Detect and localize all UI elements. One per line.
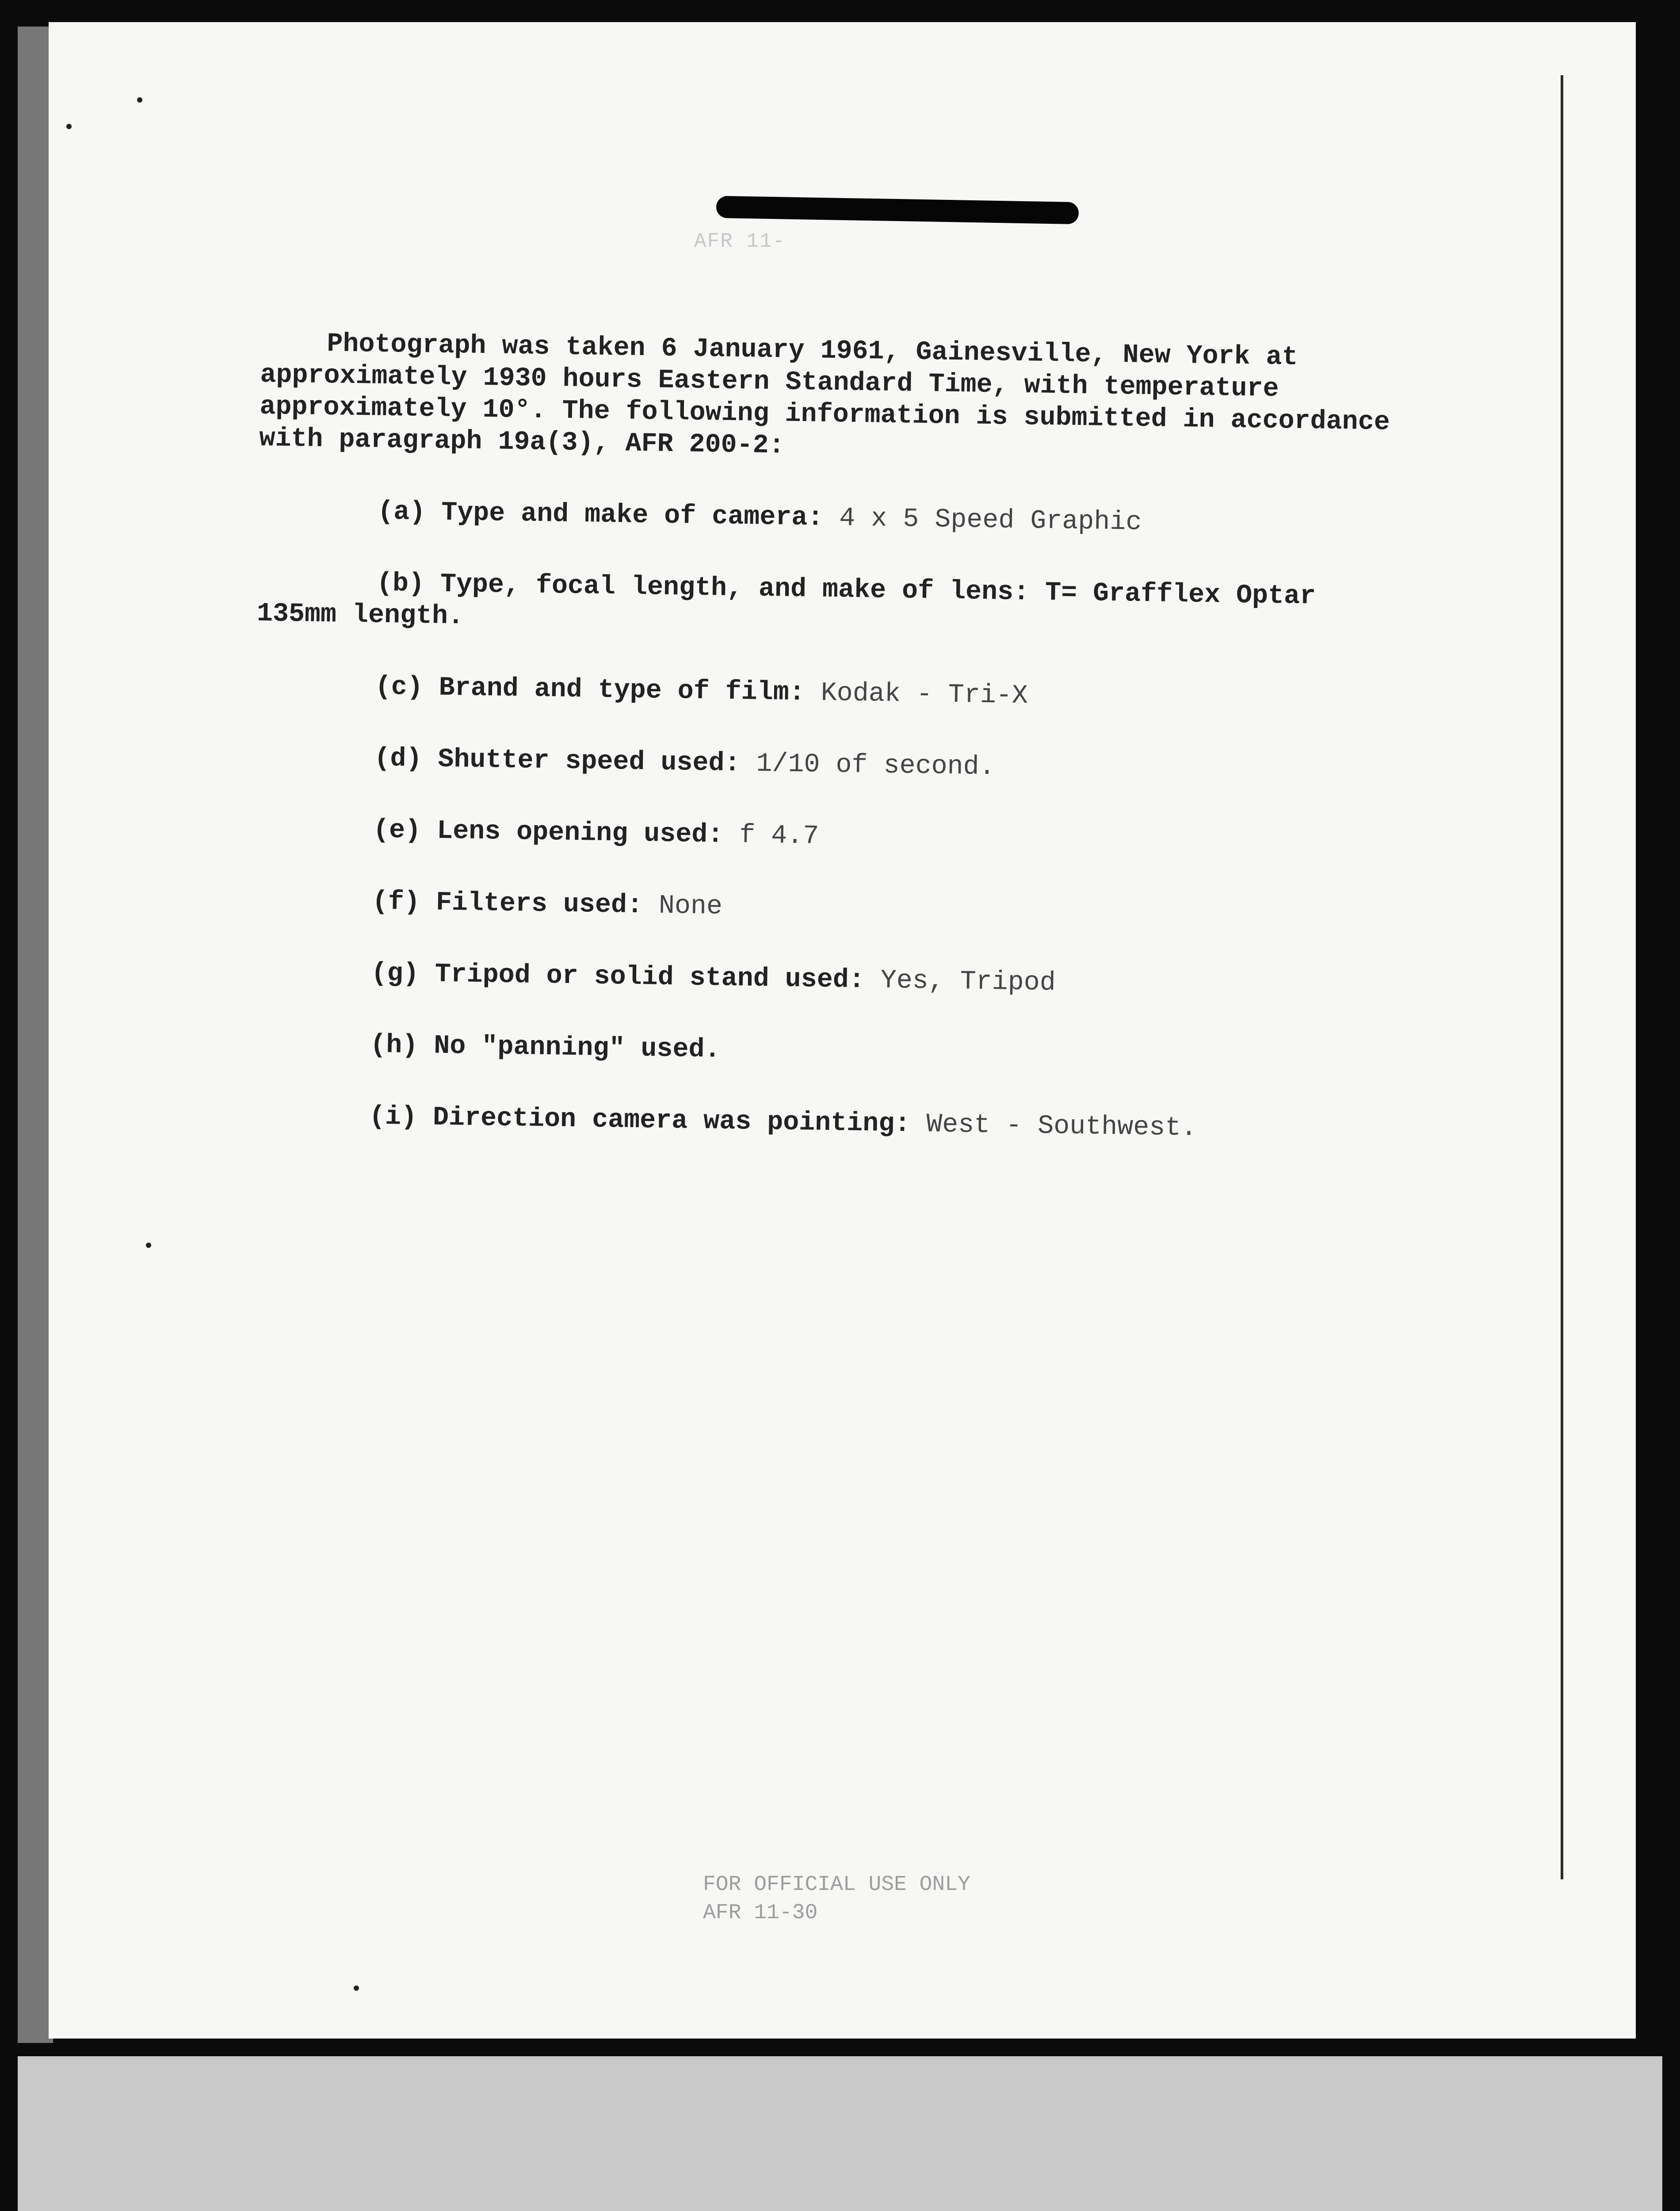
item-label: Type, focal length, and make of lens: (440, 569, 1030, 608)
item-label: No "panning" used. (433, 1031, 721, 1065)
bottom-stamp-line2: AFR 11-30 (703, 1901, 818, 1925)
scan-lower-band (18, 2056, 1662, 2211)
scan-left-strip (18, 27, 53, 2043)
page-right-edge-line (1561, 75, 1563, 1879)
item-f (372, 886, 1402, 933)
item-marker: (a) (377, 497, 426, 528)
item-value: Yes, Tripod (880, 965, 1056, 998)
item-a (378, 496, 1408, 543)
item-value: None (658, 891, 723, 922)
dust-speck (146, 1243, 151, 1248)
item-marker: (c) (375, 672, 424, 703)
item-label: Tripod or solid stand used: (435, 959, 865, 996)
item-label: Filters used: (435, 887, 643, 921)
bottom-stamp-line1: FOR OFFICIAL USE ONLY (703, 1873, 970, 1897)
dust-speck (137, 97, 142, 103)
intro-paragraph: Photograph was taken 6 January 1961, Gainesville, New York at approximately 1930 hours Eastern Standard Time, with temperature approximately 10°. The following information is submitted in accordance with paragraph 19a(3), AFR 200-2: (259, 329, 1390, 461)
item-d (374, 743, 1405, 789)
item-g (371, 958, 1401, 1004)
dust-speck (66, 124, 72, 129)
item-label: Shutter speed used: (437, 744, 741, 779)
item-c (375, 671, 1405, 718)
item-value: 1/10 of second. (756, 749, 996, 783)
item-value: Kodak - Tri-X (821, 678, 1028, 711)
item-e (373, 815, 1404, 861)
item-label: Direction camera was pointing: (432, 1102, 911, 1140)
item-b (256, 566, 1407, 646)
item-marker: (e) (373, 815, 421, 846)
document-page (49, 22, 1636, 2039)
document-body (249, 327, 1410, 1187)
item-value: West - Southwest. (926, 1109, 1197, 1144)
item-label: Brand and type of film: (439, 673, 806, 708)
bottom-stamp (703, 1871, 970, 1927)
item-value: 4 x 5 Speed Graphic (839, 503, 1142, 538)
item-marker: (i) (369, 1102, 417, 1133)
item-label: Type and make of camera: (441, 497, 824, 533)
item-h (370, 1029, 1401, 1076)
item-marker: (g) (371, 958, 420, 990)
item-marker: (b) (376, 568, 425, 600)
item-value: f 4.7 (739, 820, 819, 852)
item-i (369, 1101, 1400, 1148)
item-label: Lens opening used: (436, 816, 724, 850)
redaction-bar (716, 196, 1079, 224)
item-value: T= Grafflex Optar 135mm length. (256, 578, 1316, 632)
item-marker: (h) (370, 1030, 418, 1061)
dust-speck (354, 1985, 359, 1991)
item-marker: (d) (374, 743, 422, 775)
item-marker: (f) (372, 887, 420, 918)
top-stamp: AFR 11- (694, 230, 786, 253)
